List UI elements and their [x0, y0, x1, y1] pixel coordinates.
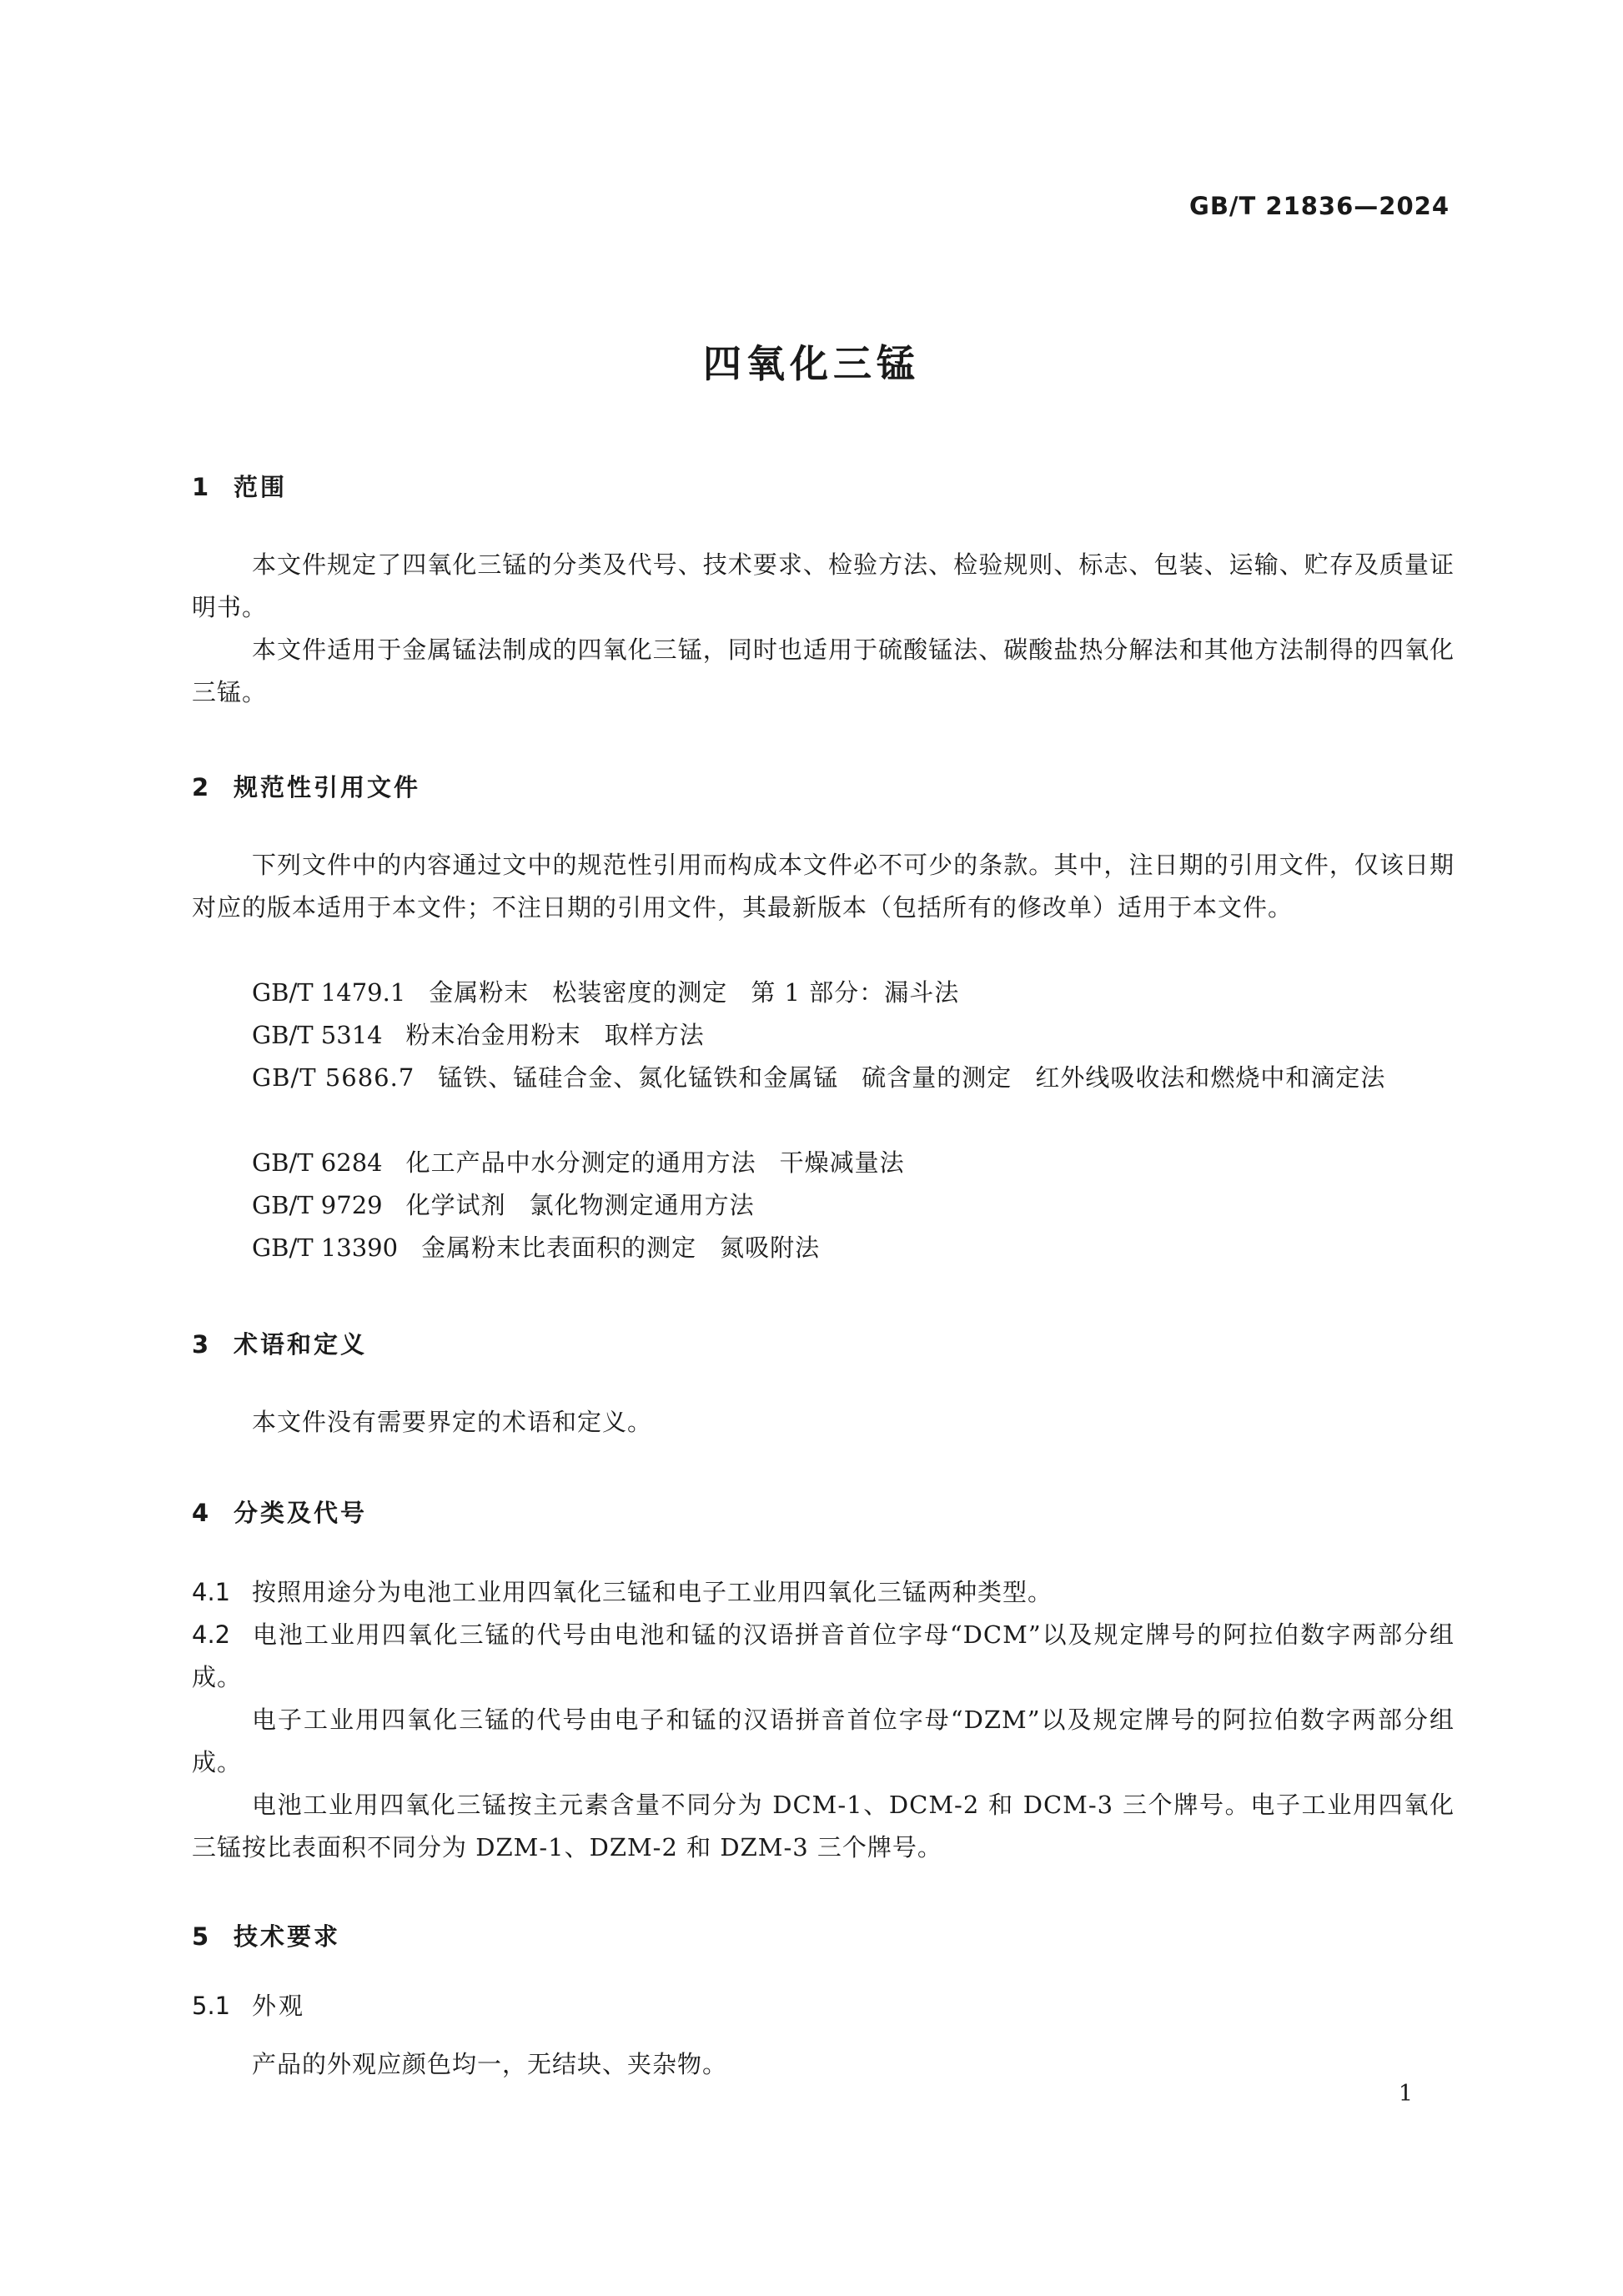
reference-code: GB/T 5314: [252, 1021, 383, 1049]
subsection-5-1-heading: [192, 1987, 305, 2022]
reference-title-part: 化学试剂: [405, 1191, 506, 1219]
reference-title-part: 氯化物测定通用方法: [529, 1191, 755, 1219]
reference-title-part: 氮吸附法: [720, 1233, 821, 1262]
section-number: 2: [192, 773, 209, 801]
reference-code: GB/T 1479.1: [252, 978, 406, 1007]
section-number: 5: [192, 1922, 209, 1951]
reference-item: [252, 1142, 905, 1184]
reference-title-part: 化工产品中水分测定的通用方法: [405, 1148, 756, 1177]
section-title: 术语和定义: [234, 1330, 368, 1359]
document-title: 四氧化三锰: [703, 341, 920, 386]
reference-item: [252, 972, 959, 1014]
paragraph: 本文件没有需要界定的术语和定义。: [252, 1408, 653, 1436]
section-1-heading: [192, 469, 287, 503]
section-2-heading: [192, 769, 420, 803]
clause-text: 电池工业用四氧化三锰的代号由电池和锰的汉语拼音首位字母“DCM”以及规定牌号的阿拉伯数字两部分组成。: [192, 1620, 1455, 1691]
reference-title-part: 红外线吸收法和燃烧中和滴定法: [1035, 1063, 1386, 1092]
reference-title-part: 粉末冶金用粉末: [405, 1021, 581, 1049]
reference-code: GB/T 13390: [252, 1233, 399, 1262]
clause-number: 4.2: [192, 1620, 231, 1649]
paragraph: 下列文件中的内容通过文中的规范性引用而构成本文件必不可少的条款。其中，注日期的引用文件，仅该日期对应的版本适用于本文件；不注日期的引用文件，其最新版本（包括所有的修改单）适用于本文件。: [192, 851, 1455, 922]
subsection-title: 外观: [252, 1992, 306, 2020]
page-number: 1: [1398, 2081, 1413, 2107]
reference-title-part: 金属粉末: [429, 978, 530, 1007]
paragraph: 电池工业用四氧化三锰按主元素含量不同分为 DCM-1、DCM-2 和 DCM-3 三个牌号。电子工业用四氧化三锰按比表面积不同分为 DZM-1、DZM-2 和 DZM-3 三个牌号。: [192, 1791, 1455, 1861]
reference-code: GB/T 9729: [252, 1191, 383, 1219]
reference-item: [252, 1184, 755, 1227]
section-number: 3: [192, 1330, 209, 1359]
section-title: 规范性引用文件: [234, 773, 421, 801]
section-4-heading: [192, 1495, 367, 1529]
paragraph: 电子工业用四氧化三锰的代号由电子和锰的汉语拼音首位字母“DZM”以及规定牌号的阿拉伯数字两部分组成。: [192, 1706, 1455, 1776]
section-number: 4: [192, 1499, 209, 1527]
section-5-heading: [192, 1918, 340, 1952]
section-title: 技术要求: [234, 1922, 341, 1951]
standard-code: GB/T 21836—2024: [1189, 192, 1450, 220]
section-title: 范围: [234, 473, 288, 501]
reference-title-part: 取样方法: [604, 1021, 705, 1049]
reference-title-part: 金属粉末比表面积的测定: [421, 1233, 697, 1262]
reference-title-part: 硫含量的测定: [862, 1063, 1012, 1092]
paragraph: 本文件规定了四氧化三锰的分类及代号、技术要求、检验方法、检验规则、标志、包装、运输、贮存及质量证明书。: [192, 550, 1455, 621]
section-title: 分类及代号: [234, 1499, 368, 1527]
reference-item: [192, 1057, 1455, 1099]
clause-text: 按照用途分为电池工业用四氧化三锰和电子工业用四氧化三锰两种类型。: [252, 1578, 1053, 1606]
reference-title-part: 干燥减量法: [779, 1148, 905, 1177]
reference-title-part: 第 1 部分：漏斗法: [751, 978, 960, 1007]
reference-title-part: 锰铁、锰硅合金、氮化锰铁和金属锰: [438, 1063, 839, 1092]
clause-number: 4.1: [192, 1578, 231, 1606]
paragraph: 产品的外观应颜色均一，无结块、夹杂物。: [252, 2050, 728, 2078]
section-number: 1: [192, 473, 209, 501]
paragraph: 本文件适用于金属锰法制成的四氧化三锰，同时也适用于硫酸锰法、碳酸盐热分解法和其他方法制得的四氧化三锰。: [192, 636, 1455, 706]
reference-code: GB/T 6284: [252, 1148, 383, 1177]
reference-item: [252, 1014, 705, 1057]
reference-code: GB/T 5686.7: [252, 1063, 415, 1092]
clause-4-2: [192, 1614, 1455, 1699]
reference-item: [252, 1227, 820, 1269]
section-3-heading: [192, 1326, 367, 1360]
reference-title-part: 松装密度的测定: [552, 978, 728, 1007]
subsection-number: 5.1: [192, 1992, 231, 2020]
clause-4-1: [192, 1571, 1455, 1614]
